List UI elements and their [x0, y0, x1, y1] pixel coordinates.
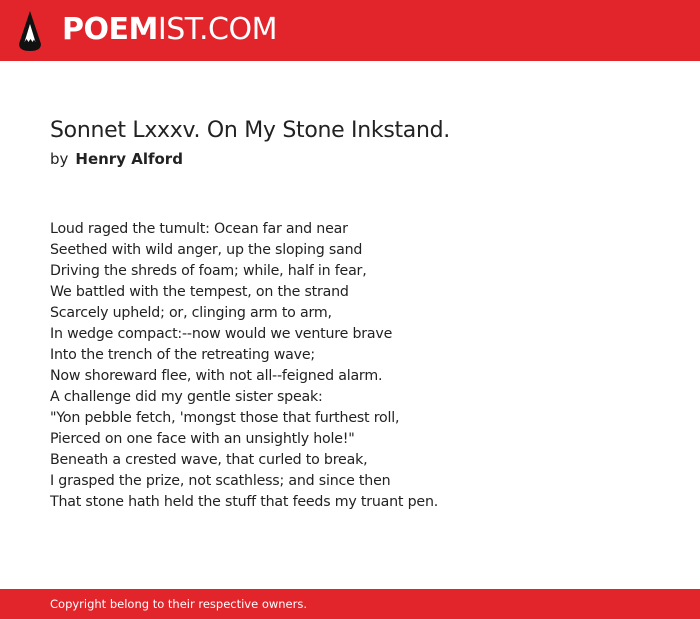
poem-line: Loud raged the tumult: Ocean far and near [50, 221, 348, 237]
logo-text-bold: POEM [62, 12, 158, 47]
poem-line: Now shoreward flee, with not all--feigned alarm. [50, 368, 383, 384]
poem-line: Driving the shreds of foam; while, half in fear, [50, 263, 367, 279]
poem-line: We battled with the tempest, on the strand [50, 284, 349, 300]
poem-line: Into the trench of the retreating wave; [50, 347, 315, 363]
poem-title: Sonnet Lxxxv. On My Stone Inkstand. [50, 118, 450, 143]
poem-line: "Yon pebble fetch, 'mongst those that furthest roll, [50, 410, 400, 426]
pencil-tip-icon[interactable] [18, 10, 42, 52]
byline [50, 149, 183, 169]
logo-text-thin: IST.COM [157, 12, 277, 47]
poem-line: In wedge compact:--now would we venture brave [50, 326, 393, 342]
poem-line: Pierced on one face with an unsightly hole!" [50, 431, 355, 447]
top-bar [0, 0, 700, 61]
poem-line: I grasped the prize, not scathless; and since then [50, 473, 391, 489]
poem-body [50, 219, 438, 513]
poem-line: A challenge did my gentle sister speak: [50, 389, 323, 405]
poem-line: Seethed with wild anger, up the sloping sand [50, 242, 363, 258]
by-label: by [50, 150, 69, 168]
poem-line: Beneath a crested wave, that curled to break, [50, 452, 368, 468]
footer-bar [0, 589, 700, 619]
author-name[interactable]: Henry Alford [75, 150, 183, 168]
poem-line: That stone hath held the stuff that feeds my truant pen. [50, 494, 439, 510]
site-logo[interactable] [62, 12, 277, 48]
poem-line: Scarcely upheld; or, clinging arm to arm, [50, 305, 332, 321]
copyright-notice: Copyright belong to their respective owners. [50, 597, 308, 611]
